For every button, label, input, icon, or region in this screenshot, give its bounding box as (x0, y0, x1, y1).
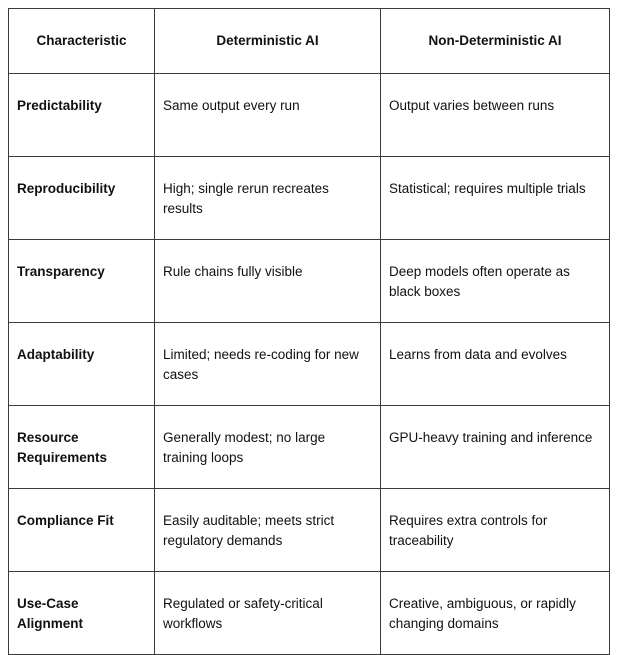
table-row (9, 406, 610, 489)
row-deterministic: High; single rerun recreates results (155, 157, 381, 240)
row-characteristic: Use-Case Alignment (9, 572, 155, 655)
row-deterministic: Same output every run (155, 74, 381, 157)
table-row (9, 240, 610, 323)
table-row (9, 572, 610, 655)
row-non-deterministic: Learns from data and evolves (381, 323, 610, 406)
row-deterministic: Limited; needs re-coding for new cases (155, 323, 381, 406)
row-characteristic: Reproducibility (9, 157, 155, 240)
row-non-deterministic: GPU-heavy training and inference (381, 406, 610, 489)
row-characteristic: Predictability (9, 74, 155, 157)
row-deterministic: Regulated or safety-critical workflows (155, 572, 381, 655)
row-non-deterministic: Output varies between runs (381, 74, 610, 157)
table-row (9, 323, 610, 406)
comparison-table (8, 8, 610, 655)
row-non-deterministic: Requires extra controls for traceability (381, 489, 610, 572)
row-non-deterministic: Deep models often operate as black boxes (381, 240, 610, 323)
header-deterministic-ai: Deterministic AI (155, 9, 381, 74)
header-characteristic: Characteristic (9, 9, 155, 74)
row-characteristic: Transparency (9, 240, 155, 323)
table-row (9, 489, 610, 572)
row-deterministic: Easily auditable; meets strict regulatory demands (155, 489, 381, 572)
header-non-deterministic-ai: Non-Deterministic AI (381, 9, 610, 74)
row-characteristic: Compliance Fit (9, 489, 155, 572)
table-body (9, 74, 610, 655)
row-characteristic: Adaptability (9, 323, 155, 406)
table-row (9, 157, 610, 240)
header-row (9, 9, 610, 74)
row-characteristic: Resource Requirements (9, 406, 155, 489)
table-header (9, 9, 610, 74)
row-non-deterministic: Statistical; requires multiple trials (381, 157, 610, 240)
table-row (9, 74, 610, 157)
row-deterministic: Generally modest; no large training loops (155, 406, 381, 489)
row-non-deterministic: Creative, ambiguous, or rapidly changing domains (381, 572, 610, 655)
row-deterministic: Rule chains fully visible (155, 240, 381, 323)
